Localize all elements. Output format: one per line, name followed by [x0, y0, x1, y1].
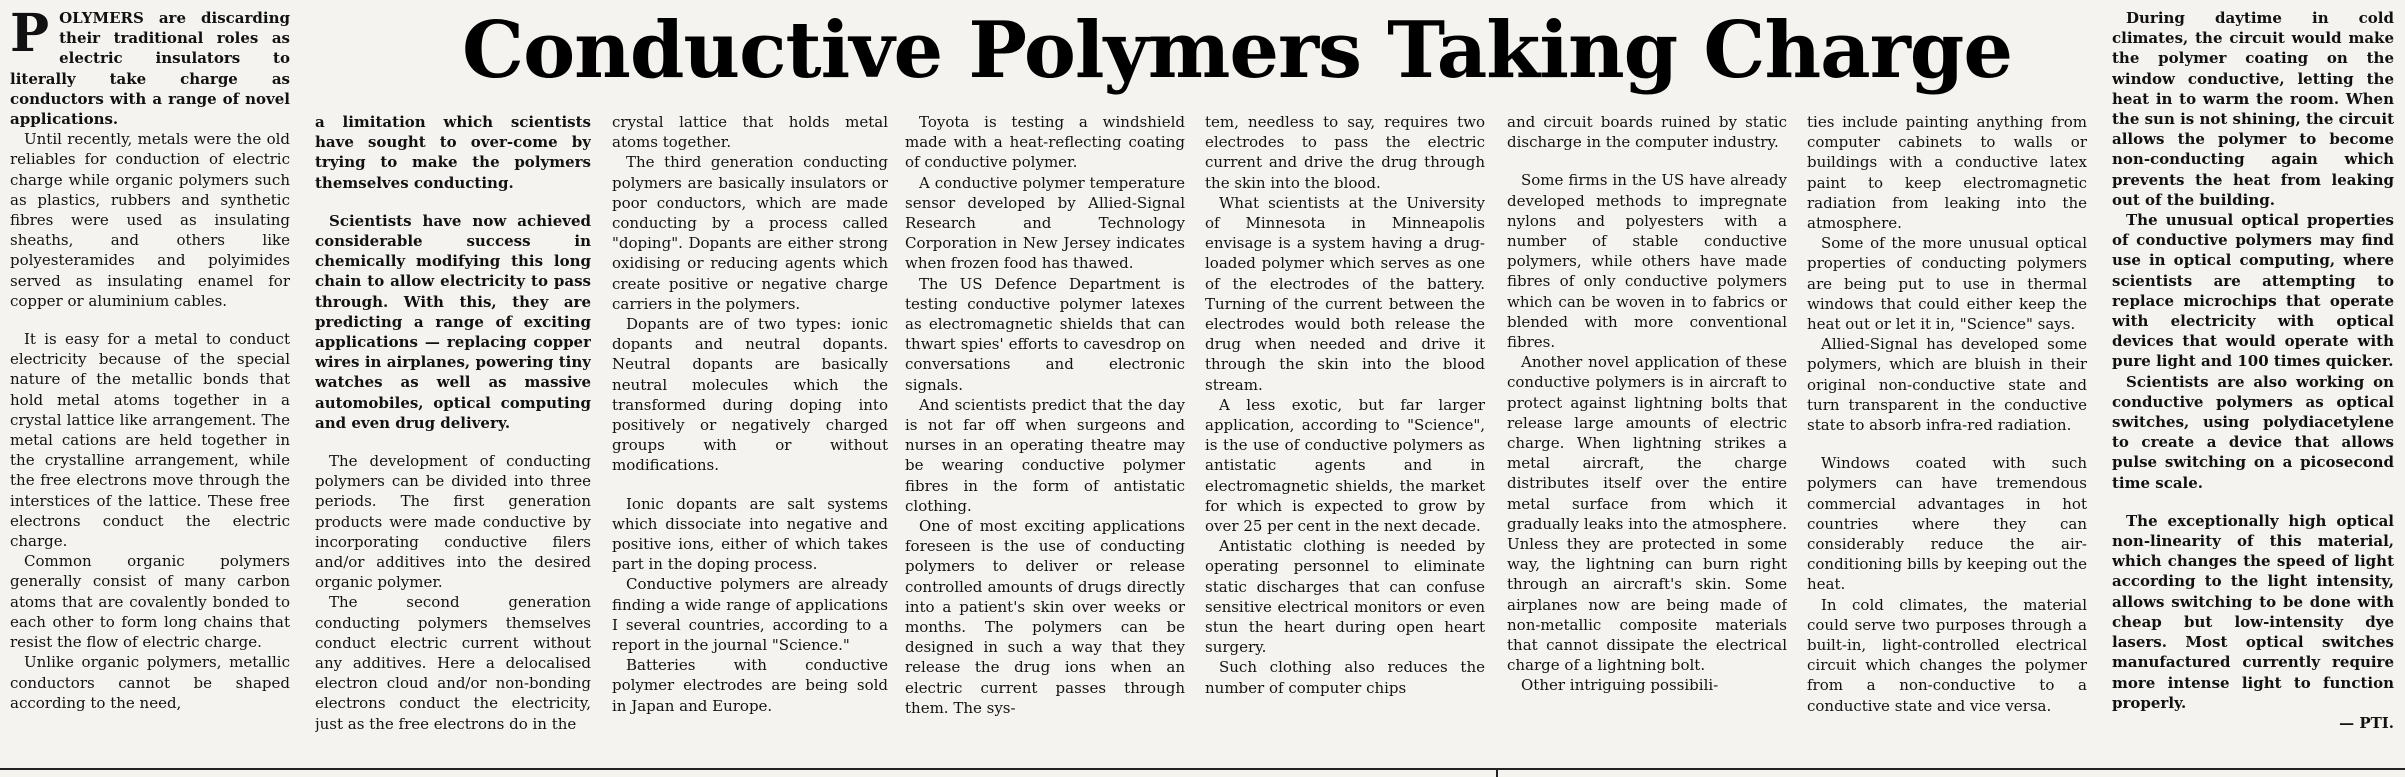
- paragraph: Scientists have now achieved considerable success in chemically modifying this long chain to allow electricity to pass through. With this, they are predicting a range of exciting applications — replacing copper wires in airplanes, powering tiny watches as well as massive automobiles, optical computing and even drug delivery.: [315, 211, 591, 432]
- paragraph: Dopants are of two types: ionic dopants and neutral dopants. Neutral dopants are basically neutral molecules which the transformed during doping into positively or negatively charged groups with or without modifications.: [612, 315, 888, 475]
- article-column-8: [2112, 8, 2394, 768]
- article-column-5: [1205, 112, 1485, 762]
- paragraph: A conductive polymer temperature sensor developed by Allied-Signal Research and Technology Corporation in New Jersey indicates when frozen food has thawed.: [905, 173, 1185, 273]
- paragraph: Some of the more unusual optical properties of conducting polymers are being put to use in thermal windows that could either keep the heat out or let it in, "Science" says.: [1807, 234, 2087, 334]
- article-column-6: [1507, 112, 1787, 762]
- paragraph: Ionic dopants are salt systems which dissociate into negative and positive ions, either of which takes part in the doping process.: [612, 494, 888, 574]
- paragraph: It is easy for a metal to conduct electricity because of the special nature of the metallic bonds that hold metal atoms together in a crystal lattice like arrangement. The metal cations are held together in the crystalline arrangement, while the free electrons move through the interstices of the lattice. These free electrons conduct the electric charge.: [10, 330, 290, 551]
- paragraph: One of most exciting applications foreseen is the use of conducting polymers to deliver or release controlled amounts of drugs directly into a patient's skin over weeks or months. The polymers can be designed in such a way that they release the drug ions when an electric current passes through them. The sys-: [905, 517, 1185, 717]
- byline-credit: — PTI.: [2339, 713, 2394, 732]
- article-column-2: [315, 112, 591, 762]
- article-column-4: [905, 112, 1185, 762]
- article-column-1: [10, 8, 290, 768]
- paragraph: Until recently, metals were the old reliables for conduction of electric charge while organic polymers such as plastics, rubbers and synthetic fibres were used as insulating sheaths, and others like polyesteramides and polyimides served as insulating enamel for copper or aluminium cables.: [10, 130, 290, 310]
- paragraph: Conductive polymers are already finding a wide range of applications I several countries, according to a report in the journal "Science.": [612, 575, 888, 655]
- article-column-3: [612, 112, 888, 762]
- lead-paragraph: POLYMERS are discarding their traditional roles as electric insulators to literally take charge as conductors with a range of novel applications.: [10, 8, 290, 129]
- paragraph: Some firms in the US have already developed methods to impregnate nylons and polyesters with a number of stable conductive polymers, while others have made fibres of only conductive polymers which can be woven in to fabrics or blended with more conventional fibres.: [1507, 171, 1787, 352]
- paragraph: The second generation conducting polymers themselves conduct electric current without any additives. Here a delocalised electron cloud and/or non-bonding electrons conduct the electricity, just as the free electrons do in the: [315, 593, 591, 733]
- paragraph: a limitation which scientists have sought to over-come by trying to make the polymers themselves conducting.: [315, 113, 591, 192]
- paragraph: In cold climates, the material could serve two purposes through a built-in, light-controlled electrical circuit which changes the polymer from a non-conductive to a conductive state and vice versa.: [1807, 595, 2087, 715]
- paragraph: A less exotic, but far larger application, according to "Science", is the use of conductive polymers as antistatic agents and in electromagnetic shields, the market for which is expected to grow by over 25 per cent in the next decade.: [1205, 395, 1485, 536]
- paragraph: Other intriguing possibili-: [1521, 676, 1719, 695]
- paragraph: And scientists predict that the day is not far off when surgeons and nurses in an operating theatre may be wearing conductive polymer fibres in the form of antistatic clothing.: [905, 395, 1185, 515]
- paragraph: Allied-Signal has developed some polymers, which are bluish in their original non-conductive state and turn transparent in the conductive state to absorb infra-red radiation.: [1807, 335, 2087, 435]
- drop-cap: P: [10, 8, 50, 64]
- paragraph: Batteries with conductive polymer electrodes are being sold in Japan and Europe.: [612, 656, 888, 715]
- paragraph: Scientists are also working on conductive polymers as optical switches, using polydiacetylene to create a device that allows pulse switching on a picosecond time scale.: [2112, 372, 2394, 492]
- article-column-7: [1807, 112, 2087, 762]
- paragraph: Toyota is testing a windshield made with a heat-reflecting coating of conductive polymer.: [905, 113, 1185, 172]
- bottom-rule: [0, 768, 2405, 770]
- paragraph: The unusual optical properties of conductive polymers may find use in optical computing, where scientists are attempting to replace microchips that operate with electricity with optical devices that would operate with pure light and 100 times quicker.: [2112, 211, 2394, 371]
- paragraph: The exceptionally high optical non-linearity of this material, which changes the speed of light according to the light intensity, allows switching to be done with cheap but low-intensity dye lasers. Most optical switches manufactured currently require more intense light to function properly.: [2112, 511, 2394, 712]
- paragraph: What scientists at the University of Minnesota in Minneapolis envisage is a system having a drug-loaded polymer which serves as one of the electrodes of the battery. Turning of the current between the electrodes would both release the drug when needed and drive it through the skin into the blood stream.: [1205, 193, 1485, 394]
- paragraph: Unlike organic polymers, metallic conductors cannot be shaped according to the need,: [10, 653, 290, 712]
- paragraph: crystal lattice that holds metal atoms together.: [612, 113, 888, 152]
- paragraph: and circuit boards ruined by static discharge in the computer industry.: [1507, 113, 1787, 152]
- paragraph: ties include painting anything from computer cabinets to walls or buildings with a conductive latex paint to keep electromagnetic radiation from leaking into the atmosphere.: [1807, 113, 2087, 233]
- paragraph: The third generation conducting polymers are basically insulators or poor conductors, which are made conducting by a process called "doping". Dopants are either strong oxidising or reducing agents which create positive or negative charge carriers in the polymers.: [612, 153, 888, 313]
- paragraph: The US Defence Department is testing conductive polymer latexes as electromagnetic shields that can thwart spies' efforts to cavesdrop on conversations and electronic signals.: [905, 274, 1185, 394]
- paragraph: During daytime in cold climates, the circuit would make the polymer coating on the window conductive, letting the heat in to warm the room. When the sun is not shining, the circuit allows the polymer to become non-conducting again which prevents the heat from leaking out of the building.: [2112, 9, 2394, 209]
- paragraph: The development of conducting polymers can be divided into three periods. The first generation products were made conductive by incorporating conductive filers and/or additives into the desired organic polymer.: [315, 452, 591, 592]
- paragraph: Windows coated with such polymers can have tremendous commercial advantages in hot countries where they can considerably reduce the air-conditioning bills by keeping out the heat.: [1807, 454, 2087, 594]
- paragraph: Such clothing also reduces the number of computer chips: [1205, 658, 1485, 697]
- paragraph: Another novel application of these conductive polymers is in aircraft to protect against lightning bolts that release large amounts of electric charge. When lightning strikes a metal aircraft, the charge distributes itself over the entire metal surface from which it gradually leaks into the atmosphere. Unless they are protected in some way, the lightning can burn right through an aircraft's skin. Some airplanes now are being made of non-metallic composite materials that cannot dissipate the electrical charge of a lightning bolt.: [1507, 353, 1787, 675]
- paragraph: Antistatic clothing is needed by operating personnel to eliminate static discharges that can confuse sensitive electrical monitors or even stun the heart during open heart surgery.: [1205, 537, 1485, 657]
- column-divider-mark: [1496, 768, 1498, 777]
- headline: Conductive Polymers Taking Charge: [462, 5, 2012, 96]
- paragraph: Common organic polymers generally consist of many carbon atoms that are covalently bonded to each other to form long chains that resist the flow of electric charge.: [10, 552, 290, 652]
- paragraph: tem, needless to say, requires two electrodes to pass the electric current and drive the drug through the skin into the blood.: [1205, 113, 1485, 192]
